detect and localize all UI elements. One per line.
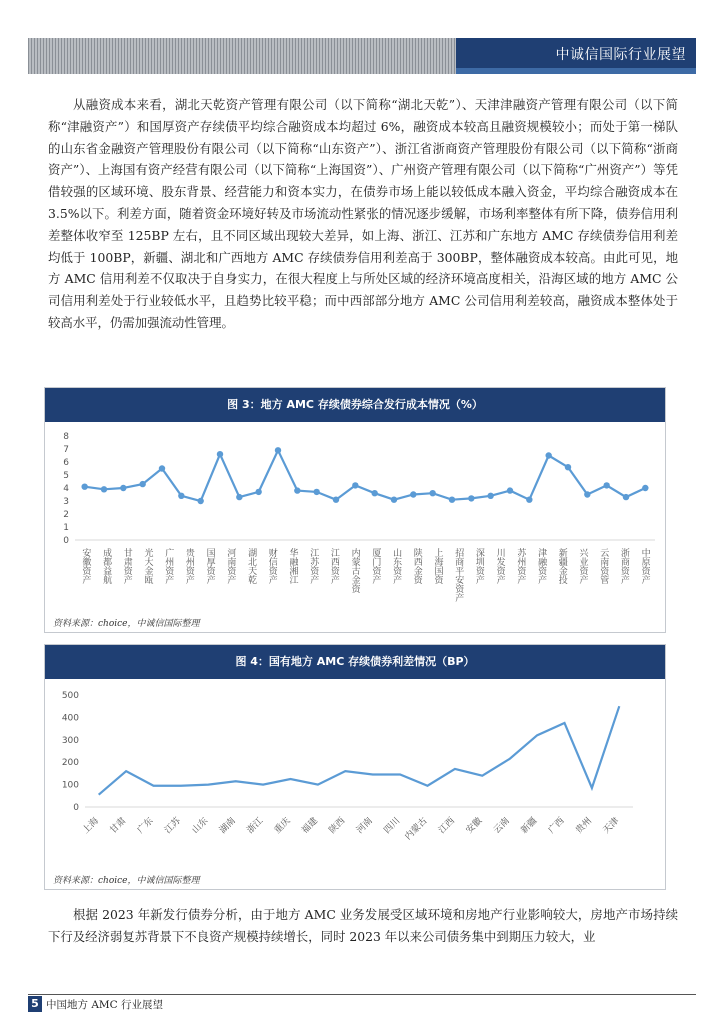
chart-4 — [45, 685, 663, 867]
x-tick-label: 云南资管 — [598, 548, 609, 584]
footer-rule — [28, 994, 696, 995]
data-point — [236, 494, 242, 500]
series-line — [99, 706, 620, 794]
figure-4-source: 资料来源：choice，中诚信国际整理 — [53, 876, 200, 886]
x-tick-label: 湖南 — [218, 816, 238, 836]
x-tick-label: 河南资产 — [225, 548, 236, 584]
series-line — [85, 450, 646, 501]
x-tick-label: 江西 — [437, 816, 458, 836]
x-tick-label: 津融资产 — [536, 548, 547, 584]
x-tick-label: 浙江 — [245, 816, 266, 836]
data-point — [410, 491, 416, 497]
y-tick-label: 4 — [63, 484, 69, 494]
y-tick-label: 300 — [61, 735, 79, 746]
data-point — [391, 497, 397, 503]
x-tick-label: 河南 — [355, 816, 375, 836]
y-tick-label: 5 — [63, 471, 69, 481]
data-point — [159, 465, 165, 471]
x-tick-label: 新疆 — [519, 816, 540, 836]
x-tick-label: 华融湘江 — [287, 548, 298, 584]
x-tick-label: 招商平安资产 — [453, 548, 464, 602]
data-point — [526, 497, 532, 503]
x-tick-label: 安徽资产 — [80, 548, 91, 584]
x-tick-label: 中原资产 — [639, 548, 650, 584]
data-point — [642, 485, 648, 491]
data-point — [584, 491, 590, 497]
x-tick-label: 广东 — [135, 816, 156, 836]
x-tick-label: 广州资产 — [163, 548, 174, 584]
x-tick-label: 甘肃 — [108, 816, 129, 836]
x-tick-label: 天津 — [601, 816, 622, 836]
x-tick-label: 成都益航 — [101, 548, 112, 584]
data-point — [603, 482, 609, 488]
header-title-bar — [456, 38, 696, 68]
x-tick-label: 浙商资产 — [618, 548, 629, 584]
x-tick-label: 厦门资产 — [370, 548, 381, 584]
y-tick-label: 200 — [61, 758, 79, 769]
data-point — [429, 490, 435, 496]
x-tick-label: 陕西金资 — [411, 548, 422, 584]
y-tick-label: 0 — [73, 803, 79, 813]
data-point — [120, 485, 126, 491]
x-tick-label: 江苏 — [163, 816, 184, 836]
figure-3-title: 图 3：地方 AMC 存续债券综合发行成本情况（%） — [45, 388, 665, 422]
y-tick-label: 1 — [63, 523, 69, 533]
data-point — [468, 495, 474, 501]
x-tick-label: 上海国资 — [432, 548, 443, 584]
data-point — [371, 490, 377, 496]
data-point — [294, 487, 300, 493]
x-tick-label: 上海 — [81, 816, 101, 836]
body-paragraph-2: 根据 2023 年新发行债券分析，由于地方 AMC 业务发展受区域环境和房地产行业影响较大，房地产市场持续下行及经济弱复苏背景下不良资产规模持续增长，同时 2023 年以来公司债务集中到期压力较大，业 — [48, 907, 678, 944]
data-point — [487, 493, 493, 499]
x-tick-label: 深圳资产 — [473, 548, 484, 584]
page-number: 5 — [28, 996, 42, 1012]
data-point — [545, 452, 551, 458]
x-tick-label: 贵州 — [574, 816, 595, 836]
footer-text: 中国地方 AMC 行业展望 — [46, 999, 164, 1011]
x-tick-label: 云南 — [492, 816, 512, 836]
x-tick-label: 内蒙古 — [403, 816, 430, 843]
x-tick-label: 陕西 — [327, 816, 348, 836]
data-point — [333, 497, 339, 503]
x-tick-label: 江苏资产 — [308, 548, 319, 584]
x-tick-label: 兴业资产 — [577, 548, 588, 584]
x-tick-label: 内蒙古金资 — [349, 548, 360, 593]
figure-3-source: 资料来源：choice，中诚信国际整理 — [53, 619, 200, 629]
data-point — [178, 493, 184, 499]
data-point — [352, 482, 358, 488]
x-tick-label: 川发资产 — [494, 548, 505, 584]
data-point — [313, 489, 319, 495]
x-tick-label: 财信资产 — [266, 548, 277, 584]
header-stripe — [456, 68, 696, 74]
y-tick-label: 400 — [61, 713, 79, 724]
y-tick-label: 8 — [63, 432, 69, 442]
y-tick-label: 6 — [63, 458, 69, 468]
x-tick-label: 山东资产 — [391, 548, 402, 584]
data-point — [139, 481, 145, 487]
x-tick-label: 福建 — [300, 816, 321, 836]
x-tick-label: 广西 — [546, 816, 567, 836]
y-tick-label: 2 — [63, 510, 69, 520]
y-tick-label: 0 — [63, 536, 69, 546]
y-tick-label: 3 — [63, 497, 69, 507]
x-tick-label: 江西资产 — [328, 548, 339, 584]
figure-4-title: 图 4：国有地方 AMC 存续债券利差情况（BP） — [45, 645, 665, 679]
x-tick-label: 湖北天乾 — [246, 548, 257, 584]
data-point — [197, 498, 203, 504]
x-tick-label: 重庆 — [272, 816, 293, 836]
x-tick-label: 新疆金投 — [556, 548, 567, 584]
chart-3 — [45, 428, 663, 610]
y-tick-label: 100 — [61, 780, 79, 791]
data-point — [507, 487, 513, 493]
x-tick-label: 安徽 — [464, 816, 485, 836]
data-point — [255, 489, 261, 495]
data-point — [275, 447, 281, 453]
y-tick-label: 7 — [63, 445, 69, 455]
x-tick-label: 苏州资产 — [515, 548, 526, 584]
data-point — [81, 484, 87, 490]
x-tick-label: 光大金瓯 — [142, 548, 153, 584]
x-tick-label: 山东 — [190, 816, 211, 836]
x-tick-label: 甘肃资产 — [121, 548, 132, 584]
data-point — [101, 486, 107, 492]
data-point — [623, 494, 629, 500]
y-tick-label: 500 — [61, 691, 79, 701]
x-tick-label: 四川 — [382, 816, 403, 836]
header-title: 中诚信国际行业展望 — [555, 47, 686, 63]
x-tick-label: 贵州资产 — [183, 548, 194, 584]
data-point — [217, 451, 223, 457]
figure-4 — [44, 644, 666, 890]
body-paragraph-1: 从融资成本来看，湖北天乾资产管理有限公司（以下简称“湖北天乾”）、天津津融资产管理有限公司（以下简称“津融资产”）和国厚资产存续债平均综合融资成本均超过 6%，融资成本较高且融资规模较小；而处于第一梯队的山东省金融资产管理股份有限公司（以下简称“山东资产”）、浙江省浙商资产管理股份有限公司（以下简称“浙商资产”）、上海国有资产经营有限公司（以下简称“上海国资”）、广州资产管理有限公司（以下简称“广州资产”）等凭借较强的区域环境、股东背景、经营能力和资本实力，在债券市场上能以较低成本融入资金，平均综合融资成本在 3.5%以下。利差方面，随着资金环境好转及市场流动性紧张的情况逐步缓解，市场利率整体有所下降，债券信用利差整体收窄至 125BP 左右，且不同区域出现较大差异，如上海、浙江、江苏和广东地方 AMC 存续债券信用利差均低于 100BP，新疆、湖北和广西地方 AMC 存续债券信用利差高于 300BP，整体融资成本较高。由此可见，地方 AMC 信用利差不仅取决于自身实力，在很大程度上与所处区域的经济环境高度相关，沿海区域的地方 AMC 公司信用利差处于行业较低水平，且趋势比较平稳；而中西部部分地方 AMC 公司信用利差较高，融资成本整体处于较高水平，仍需加强流动性管理。 — [48, 97, 678, 330]
figure-3 — [44, 387, 666, 633]
data-point — [449, 497, 455, 503]
data-point — [565, 464, 571, 470]
x-tick-label: 国厚资产 — [204, 548, 215, 584]
header-banner — [28, 38, 696, 74]
